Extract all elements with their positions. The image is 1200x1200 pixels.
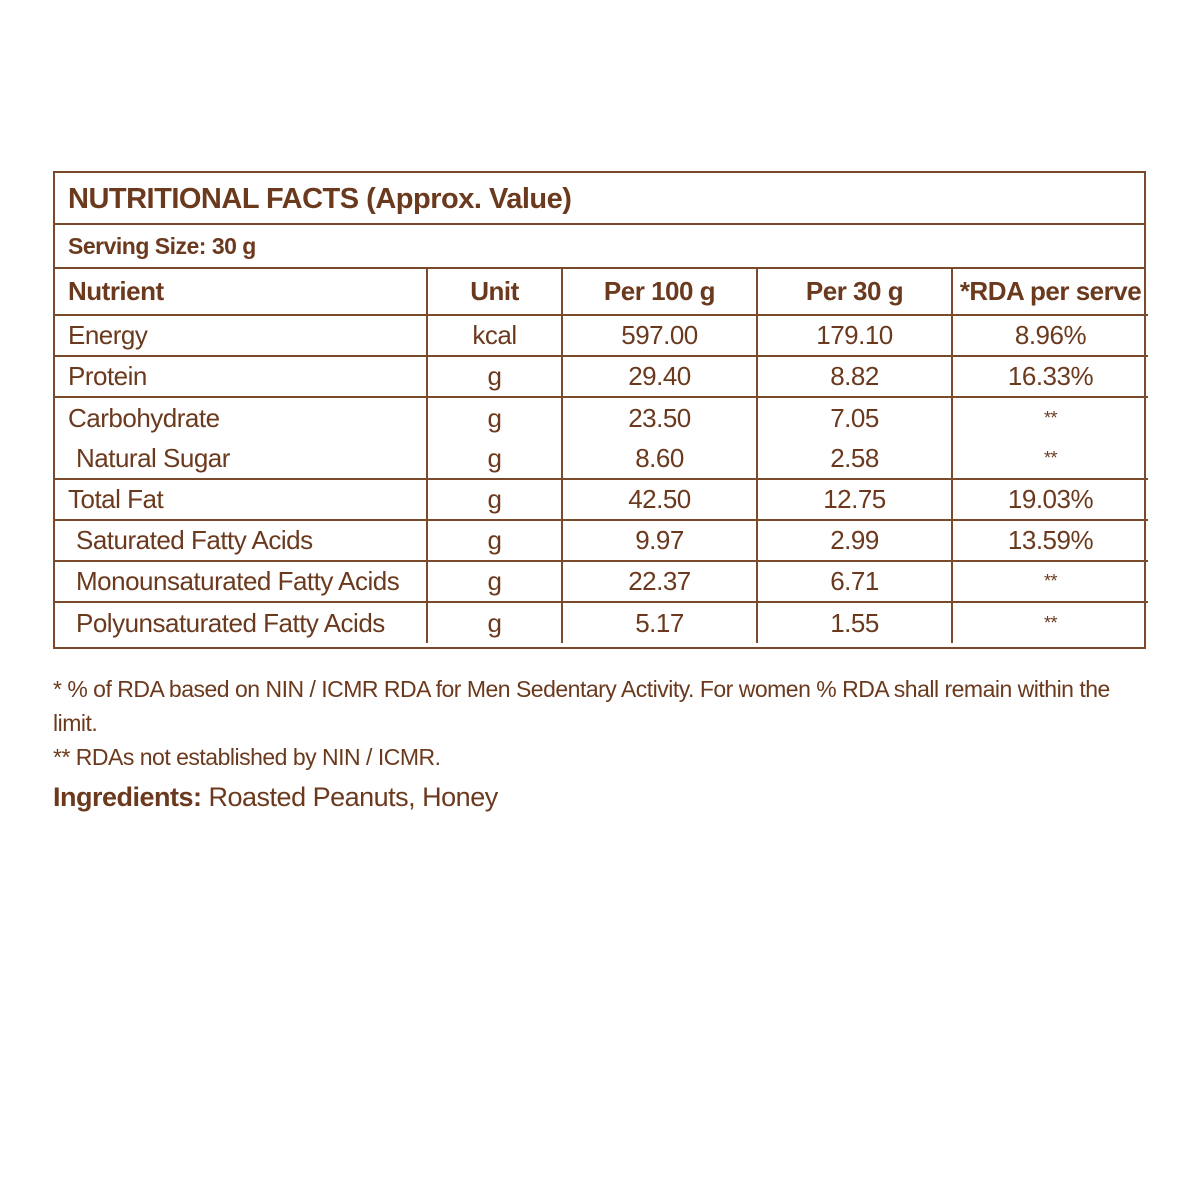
nutrient-unit: g xyxy=(427,561,562,602)
footnote-rda-basis: * % of RDA based on NIN / ICMR RDA for Men Sedentary Activity. For women % RDA shall remain within the limit. xyxy=(53,676,1110,736)
value-per-100g: 29.40 xyxy=(562,356,757,397)
nutrient-name: Saturated Fatty Acids xyxy=(55,520,427,561)
nutrient-name: Energy xyxy=(55,315,427,356)
nutrient-unit: g xyxy=(427,520,562,561)
value-rda: ** xyxy=(952,438,1148,479)
nutrient-name: Polyunsaturated Fatty Acids xyxy=(76,607,385,638)
value-per-30g: 7.05 xyxy=(757,397,952,438)
value-per-30g: 6.71 xyxy=(757,561,952,602)
nutrient-unit: g xyxy=(427,356,562,397)
value-rda: ** xyxy=(952,602,1148,643)
value-per-100g: 9.97 xyxy=(562,520,757,561)
nutrient-unit: g xyxy=(427,397,562,438)
nutrition-facts-panel xyxy=(53,171,1146,649)
footnotes xyxy=(53,672,1153,774)
serving-size: Serving Size: 30 g xyxy=(55,225,1144,269)
table-row xyxy=(55,315,1148,356)
nutrition-table xyxy=(55,269,1148,643)
nutrient-name: Total Fat xyxy=(55,479,427,520)
nutrient-name: Carbohydrate xyxy=(68,402,220,433)
footnote-rda-not-established: ** RDAs not established by NIN / ICMR. xyxy=(53,744,441,770)
table-header-row xyxy=(55,269,1148,315)
value-rda: ** xyxy=(952,561,1148,602)
header-nutrient: Nutrient xyxy=(55,269,427,315)
value-per-100g: 5.17 xyxy=(562,602,757,643)
panel-title: NUTRITIONAL FACTS (Approx. Value) xyxy=(55,173,1144,225)
header-per-100g: Per 100 g xyxy=(562,269,757,315)
value-rda: 19.03% xyxy=(952,479,1148,520)
nutrient-unit: kcal xyxy=(427,315,562,356)
nutrient-unit: g xyxy=(427,438,562,479)
nutrient-unit: g xyxy=(427,479,562,520)
value-rda: 16.33% xyxy=(952,356,1148,397)
nutrient-name: Monounsaturated Fatty Acids xyxy=(55,561,427,602)
value-per-30g: 2.58 xyxy=(757,438,952,479)
table-row xyxy=(55,602,1148,643)
value-rda: ** xyxy=(952,397,1148,438)
nutrient-name: Protein xyxy=(55,356,427,397)
value-per-30g: 2.99 xyxy=(757,520,952,561)
value-rda: 13.59% xyxy=(952,520,1148,561)
value-per-30g: 179.10 xyxy=(757,315,952,356)
value-per-100g: 8.60 xyxy=(562,438,757,479)
ingredients-line xyxy=(53,782,498,813)
table-row xyxy=(55,397,1148,438)
ingredients-value: Roasted Peanuts, Honey xyxy=(201,782,498,812)
value-per-30g: 12.75 xyxy=(757,479,952,520)
table-row xyxy=(55,479,1148,520)
header-rda: *RDA per serve xyxy=(952,269,1148,315)
value-per-30g: 1.55 xyxy=(757,602,952,643)
header-unit: Unit xyxy=(427,269,562,315)
ingredients-label: Ingredients: xyxy=(53,782,202,812)
table-row xyxy=(55,438,1148,479)
value-per-30g: 8.82 xyxy=(757,356,952,397)
value-per-100g: 597.00 xyxy=(562,315,757,356)
nutrient-name: Natural Sugar xyxy=(55,438,427,479)
value-per-100g: 22.37 xyxy=(562,561,757,602)
table-row xyxy=(55,356,1148,397)
nutrient-unit: g xyxy=(427,602,562,643)
table-row xyxy=(55,520,1148,561)
value-per-100g: 23.50 xyxy=(562,397,757,438)
table-row xyxy=(55,561,1148,602)
header-per-30g: Per 30 g xyxy=(757,269,952,315)
value-per-100g: 42.50 xyxy=(562,479,757,520)
value-rda: 8.96% xyxy=(952,315,1148,356)
